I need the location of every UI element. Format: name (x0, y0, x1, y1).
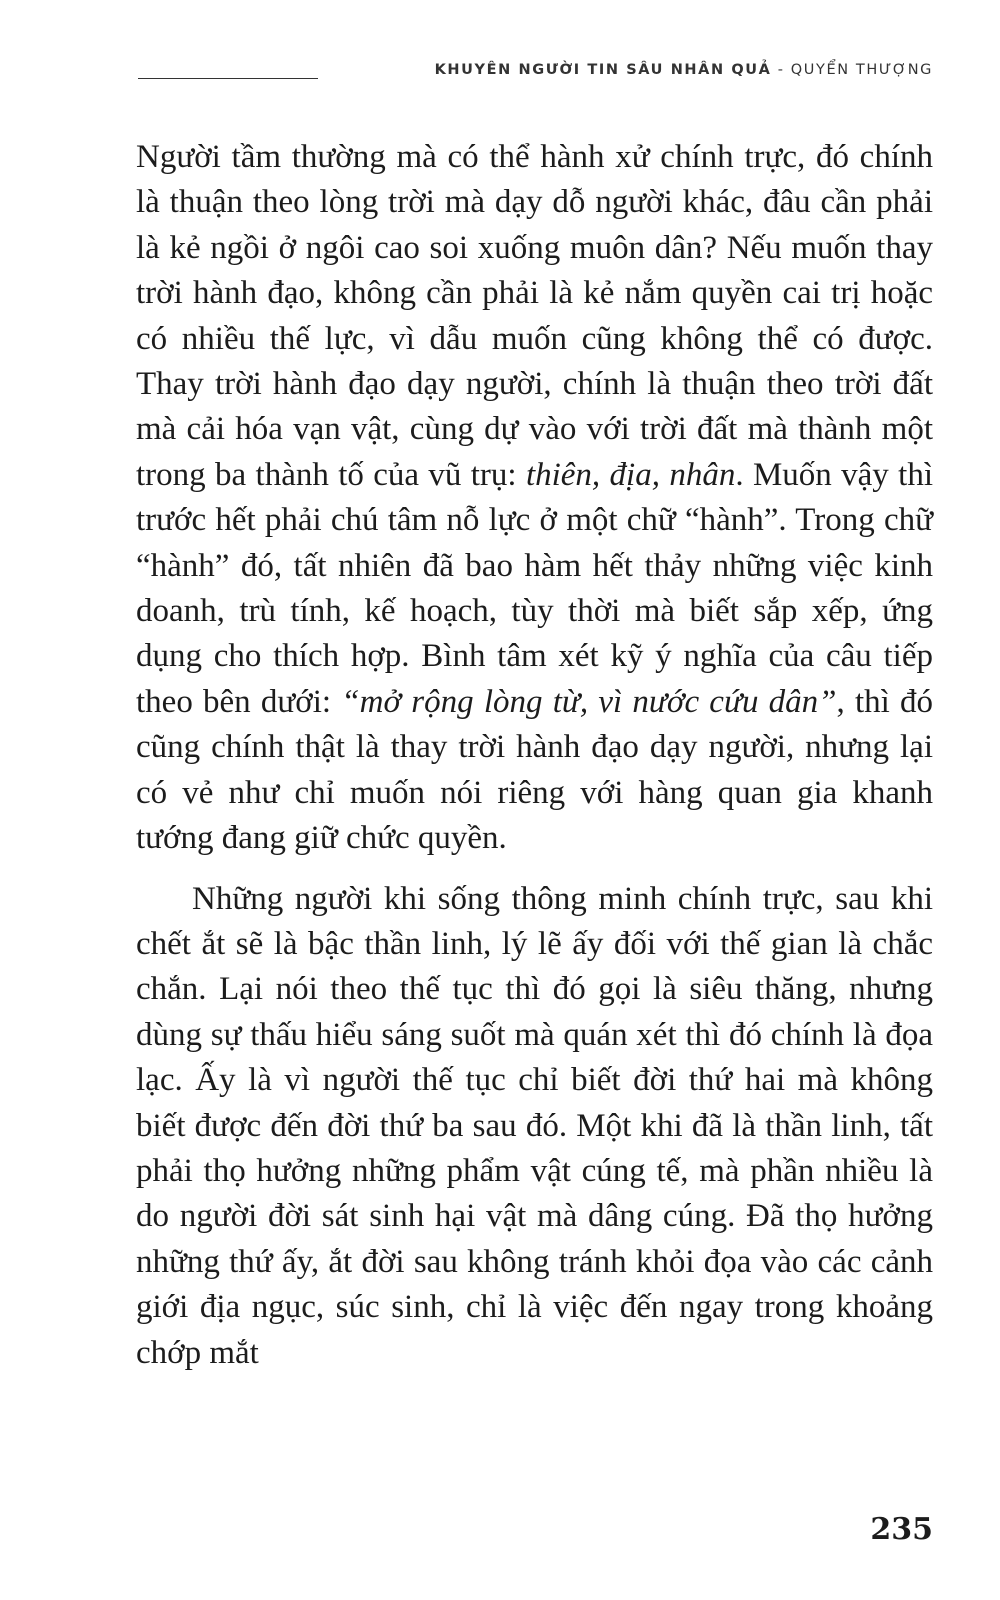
paragraph-1-emphasis-2: “mở rộng lòng từ, vì nước cứu dân” (341, 683, 837, 720)
paragraph-1-part-c: , thì đó cũng chính thật là thay trời hành đạo dạy người, nhưng lại có vẻ như chỉ muốn nói riêng với hàng quan gia khanh tướng đang giữ chức quyền. (136, 683, 934, 857)
running-header (138, 62, 933, 86)
book-title: KHUYÊN NGƯỜI TIN SÂU NHÂN QUẢ (434, 62, 772, 78)
paragraph-1-part-a: Người tầm thường mà có thể hành xử chính trực, đó chính là thuận theo lòng trời mà dạy dỗ người khác, đâu cần phải là kẻ ngồi ở ngôi cao soi xuống muôn dân? Nếu muốn thay trời hành đạo, không cần phải là kẻ nắm quyền cai trị hoặc có nhiều thế lực, vì dẫu muốn cũng không thể có được. Thay trời hành đạo dạy người, chính là thuận theo trời đất mà cải hóa vạn vật, cùng dự vào với trời đất mà thành một trong ba thành tố của vũ trụ: (136, 139, 933, 493)
volume-title: QUYỂN THƯỢNG (790, 62, 933, 78)
header-separator: - (771, 62, 791, 78)
page-number: 235 (870, 1512, 933, 1547)
header-title (435, 62, 933, 78)
header-rule (138, 78, 318, 79)
paragraph-1-emphasis-1: thiên, địa, nhân (525, 456, 736, 493)
paragraph-1-part-b: . Muốn vậy thì trước hết phải chú tâm nỗ lực ở một chữ “hành”. Trong chữ “hành” đó, tất nhiên đã bao hàm hết thảy những việc kinh doanh, trù tính, kế hoạch, tùy thời mà biết sắp xếp, ứng dụng cho thích hợp. Bình tâm xét kỹ ý nghĩa của câu tiếp theo bên dưới: (136, 456, 934, 720)
body-text (136, 135, 933, 1376)
paragraph-2: Những người khi sống thông minh chính trực, sau khi chết ắt sẽ là bậc thần linh, lý lẽ ấy đối với thế gian là chắc chắn. Lại nói theo thế tục thì đó gọi là siêu thăng, nhưng dùng sự thấu hiểu sáng suốt mà quán xét thì đó chính là đọa lạc. Ấy là vì người thế tục chỉ biết đời thứ hai mà không biết được đến đời thứ ba sau đó. Một khi đã là thần linh, tất phải thọ hưởng những phẩm vật cúng tế, mà phần nhiều là do người đời sát sinh hại vật mà dâng cúng. Đã thọ hưởng những thứ ấy, ắt đời sau không tránh khỏi đọa vào các cảnh giới địa ngục, súc sinh, chỉ là việc đến ngay trong khoảng chớp mắt (136, 880, 933, 1371)
paragraph-1 (136, 135, 933, 862)
